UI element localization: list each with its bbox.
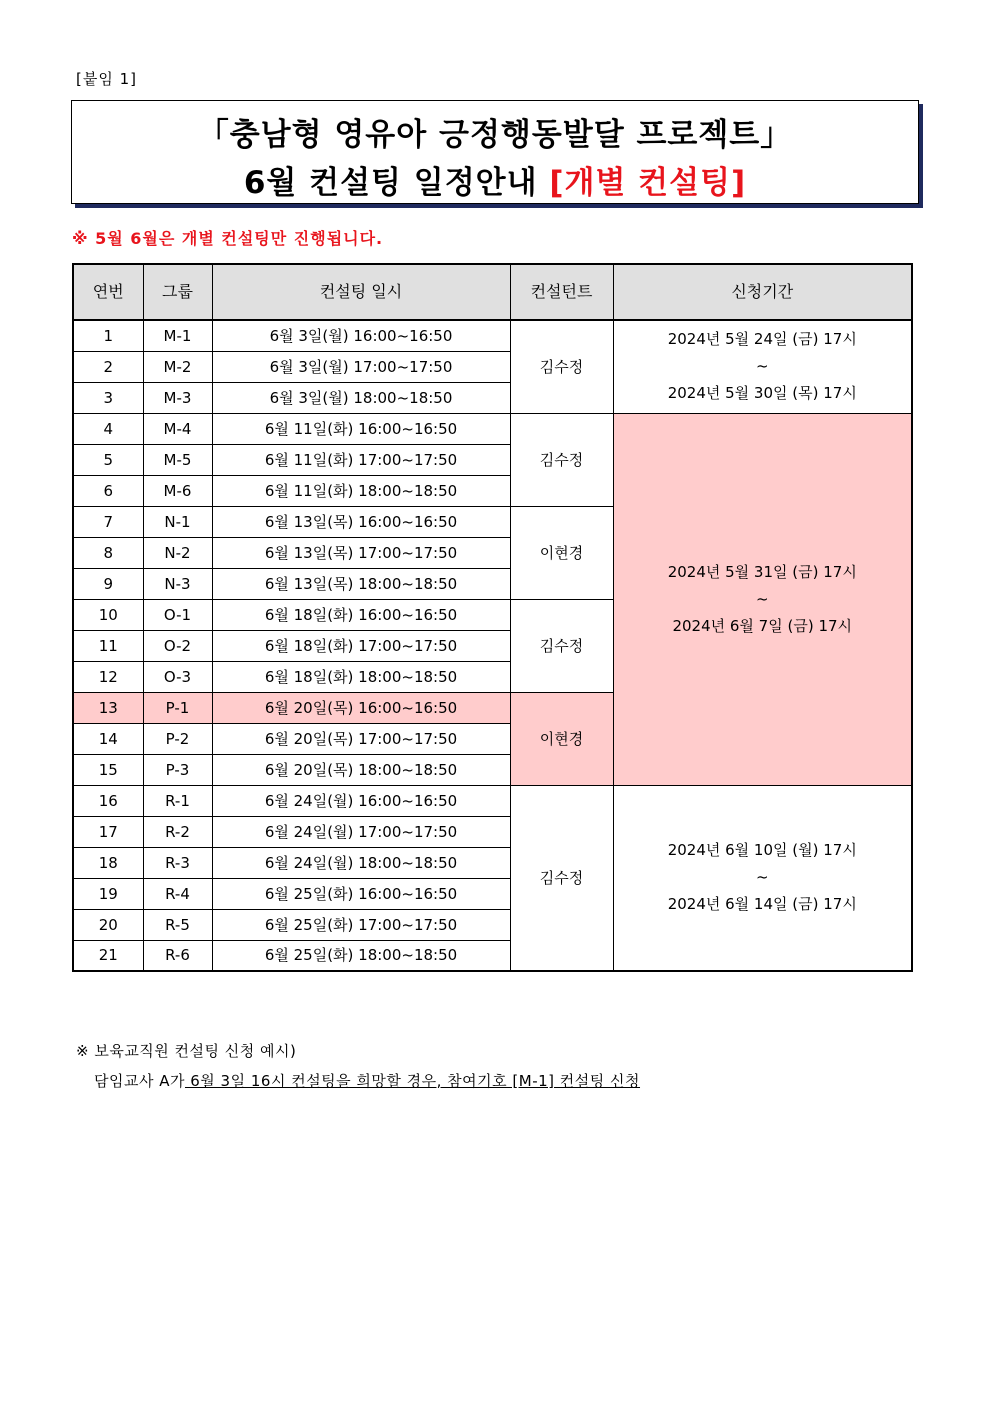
header-datetime: 컨설팅 일시	[212, 264, 510, 320]
row-datetime: 6월 3일(월) 17:00~17:50	[212, 351, 510, 382]
row-no: 20	[73, 909, 143, 940]
row-datetime: 6월 20일(목) 17:00~17:50	[212, 723, 510, 754]
period-end: 2024년 6월 14일 (금) 17시	[667, 895, 857, 914]
row-datetime: 6월 18일(화) 18:00~18:50	[212, 661, 510, 692]
row-group: N-2	[143, 537, 212, 568]
row-group: P-3	[143, 754, 212, 785]
row-datetime: 6월 13일(목) 16:00~16:50	[212, 506, 510, 537]
row-group: R-1	[143, 785, 212, 816]
row-datetime: 6월 24일(월) 16:00~16:50	[212, 785, 510, 816]
row-no: 13	[73, 692, 143, 723]
period-separator: ~	[755, 589, 769, 608]
row-no: 12	[73, 661, 143, 692]
row-no: 1	[73, 320, 143, 351]
title-box	[71, 100, 919, 204]
row-no: 9	[73, 568, 143, 599]
table-row	[73, 413, 912, 444]
title-line-2	[72, 157, 918, 202]
row-datetime: 6월 20일(목) 16:00~16:50	[212, 692, 510, 723]
example-text	[94, 1070, 640, 1091]
period-start: 2024년 5월 24일 (금) 17시	[667, 330, 857, 349]
row-datetime: 6월 25일(화) 18:00~18:50	[212, 940, 510, 971]
row-datetime: 6월 13일(목) 18:00~18:50	[212, 568, 510, 599]
row-group: M-6	[143, 475, 212, 506]
example-title: ※ 보육교직원 컨설팅 신청 예시)	[76, 1042, 297, 1060]
row-no: 14	[73, 723, 143, 754]
title-main-text: 6월 컨설팅 일정안내	[243, 165, 550, 201]
row-no: 19	[73, 878, 143, 909]
row-datetime: 6월 20일(목) 18:00~18:50	[212, 754, 510, 785]
row-datetime: 6월 3일(월) 16:00~16:50	[212, 320, 510, 351]
consultant-cell: 이현경	[510, 506, 613, 599]
example-prefix: 담임교사 A가	[94, 1072, 185, 1090]
row-group: M-3	[143, 382, 212, 413]
header-no: 연번	[73, 264, 143, 320]
table-row	[73, 785, 912, 816]
period-start: 2024년 6월 10일 (월) 17시	[667, 841, 857, 860]
row-group: P-1	[143, 692, 212, 723]
row-datetime: 6월 13일(목) 17:00~17:50	[212, 537, 510, 568]
schedule-table	[72, 263, 913, 972]
row-group: N-3	[143, 568, 212, 599]
period-start: 2024년 5월 31일 (금) 17시	[667, 562, 857, 581]
row-datetime: 6월 18일(화) 16:00~16:50	[212, 599, 510, 630]
title-line-1: 「충남형 영유아 긍정행동발달 프로젝트」	[197, 117, 793, 153]
period-cell	[613, 320, 912, 413]
row-no: 21	[73, 940, 143, 971]
row-no: 18	[73, 847, 143, 878]
row-group: M-5	[143, 444, 212, 475]
attachment-label: [붙임 1]	[76, 70, 137, 88]
row-no: 15	[73, 754, 143, 785]
table-row	[73, 320, 912, 351]
period-cell	[613, 785, 912, 971]
row-datetime: 6월 11일(화) 16:00~16:50	[212, 413, 510, 444]
row-datetime: 6월 18일(화) 17:00~17:50	[212, 630, 510, 661]
consultant-cell: 김수정	[510, 599, 613, 692]
header-group: 그룹	[143, 264, 212, 320]
row-datetime: 6월 24일(월) 18:00~18:50	[212, 847, 510, 878]
consultant-cell: 이현경	[510, 692, 613, 785]
period-end: 2024년 6월 7일 (금) 17시	[672, 616, 853, 635]
title-highlight-text: [개별 컨설팅]	[549, 165, 747, 201]
row-datetime: 6월 24일(월) 17:00~17:50	[212, 816, 510, 847]
row-no: 7	[73, 506, 143, 537]
consultant-cell: 김수정	[510, 785, 613, 971]
row-group: M-2	[143, 351, 212, 382]
row-group: O-3	[143, 661, 212, 692]
row-group: R-3	[143, 847, 212, 878]
row-group: N-1	[143, 506, 212, 537]
row-no: 16	[73, 785, 143, 816]
row-group: M-4	[143, 413, 212, 444]
period-end: 2024년 5월 30일 (목) 17시	[667, 384, 857, 403]
row-datetime: 6월 25일(화) 16:00~16:50	[212, 878, 510, 909]
row-no: 17	[73, 816, 143, 847]
row-group: P-2	[143, 723, 212, 754]
row-group: R-4	[143, 878, 212, 909]
row-group: R-2	[143, 816, 212, 847]
row-no: 4	[73, 413, 143, 444]
period-separator: ~	[755, 357, 769, 376]
row-group: R-6	[143, 940, 212, 971]
example-underlined: 6월 3일 16시 컨설팅을 희망할 경우, 참여기호 [M-1] 컨설팅 신청	[184, 1072, 641, 1090]
row-group: O-1	[143, 599, 212, 630]
row-no: 6	[73, 475, 143, 506]
table-header-row	[73, 264, 912, 320]
row-group: M-1	[143, 320, 212, 351]
row-no: 8	[73, 537, 143, 568]
row-group: R-5	[143, 909, 212, 940]
period-cell	[613, 413, 912, 785]
row-no: 11	[73, 630, 143, 661]
row-datetime: 6월 3일(월) 18:00~18:50	[212, 382, 510, 413]
header-period: 신청기간	[613, 264, 912, 320]
header-consultant: 컨설턴트	[510, 264, 613, 320]
period-separator: ~	[755, 868, 769, 887]
row-datetime: 6월 11일(화) 17:00~17:50	[212, 444, 510, 475]
consultant-cell: 김수정	[510, 320, 613, 413]
row-datetime: 6월 11일(화) 18:00~18:50	[212, 475, 510, 506]
row-no: 3	[73, 382, 143, 413]
row-no: 2	[73, 351, 143, 382]
row-no: 5	[73, 444, 143, 475]
row-no: 10	[73, 599, 143, 630]
row-group: O-2	[143, 630, 212, 661]
row-datetime: 6월 25일(화) 17:00~17:50	[212, 909, 510, 940]
notice-text: ※ 5월 6월은 개별 컨설팅만 진행됩니다.	[72, 229, 384, 248]
consultant-cell: 김수정	[510, 413, 613, 506]
